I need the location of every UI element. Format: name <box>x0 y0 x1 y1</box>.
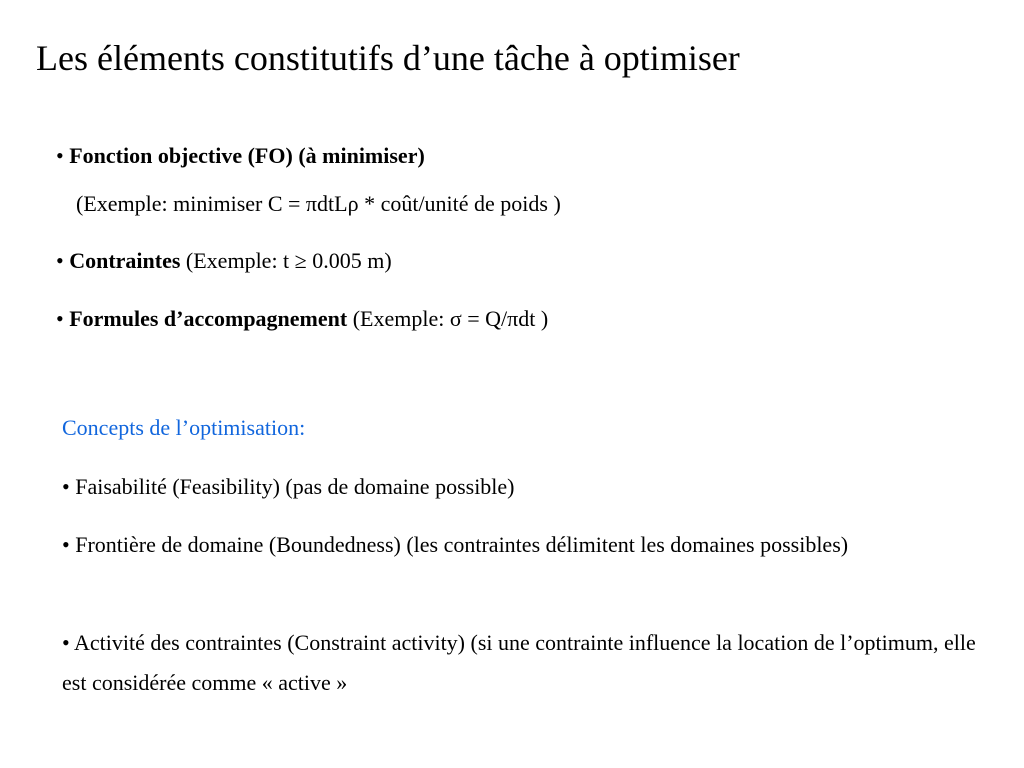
fo-line <box>56 142 425 170</box>
concepts-heading: Concepts de l’optimisation: <box>62 415 306 440</box>
list-item <box>62 473 515 501</box>
bullet: • <box>56 143 64 168</box>
constraints-label: Contraintes <box>69 248 181 273</box>
formulas-line <box>56 305 548 333</box>
bullet: • <box>56 306 64 331</box>
bullet: • <box>56 248 64 273</box>
list-item <box>62 525 982 565</box>
bullet: • <box>62 532 70 557</box>
formulas-label: Formules d’accompagnement <box>69 306 348 331</box>
list-item <box>62 623 982 703</box>
list-item-text: Activité des contraintes (Constraint activity) (si une contrainte influence la location de l’optimum, elle est considérée comme « active » <box>62 630 976 695</box>
list-item-text: Faisabilité (Feasibility) (pas de domaine possible) <box>75 474 515 499</box>
bullet: • <box>62 474 70 499</box>
fo-label: Fonction objective (FO) (à minimiser) <box>69 143 425 168</box>
constraints-line <box>56 247 392 275</box>
slide-title: Les éléments constitutifs d’une tâche à optimiser <box>36 38 740 78</box>
bullet: • <box>62 630 70 655</box>
constraints-example: (Exemple: t ≥ 0.005 m) <box>185 248 392 273</box>
fo-example: (Exemple: minimiser C = πdtLρ * coût/unité de poids ) <box>76 191 561 216</box>
formulas-example: (Exemple: σ = Q/πdt ) <box>352 306 549 331</box>
list-item-text: Frontière de domaine (Boundedness) (les contraintes délimitent les domaines possibles) <box>75 532 849 557</box>
